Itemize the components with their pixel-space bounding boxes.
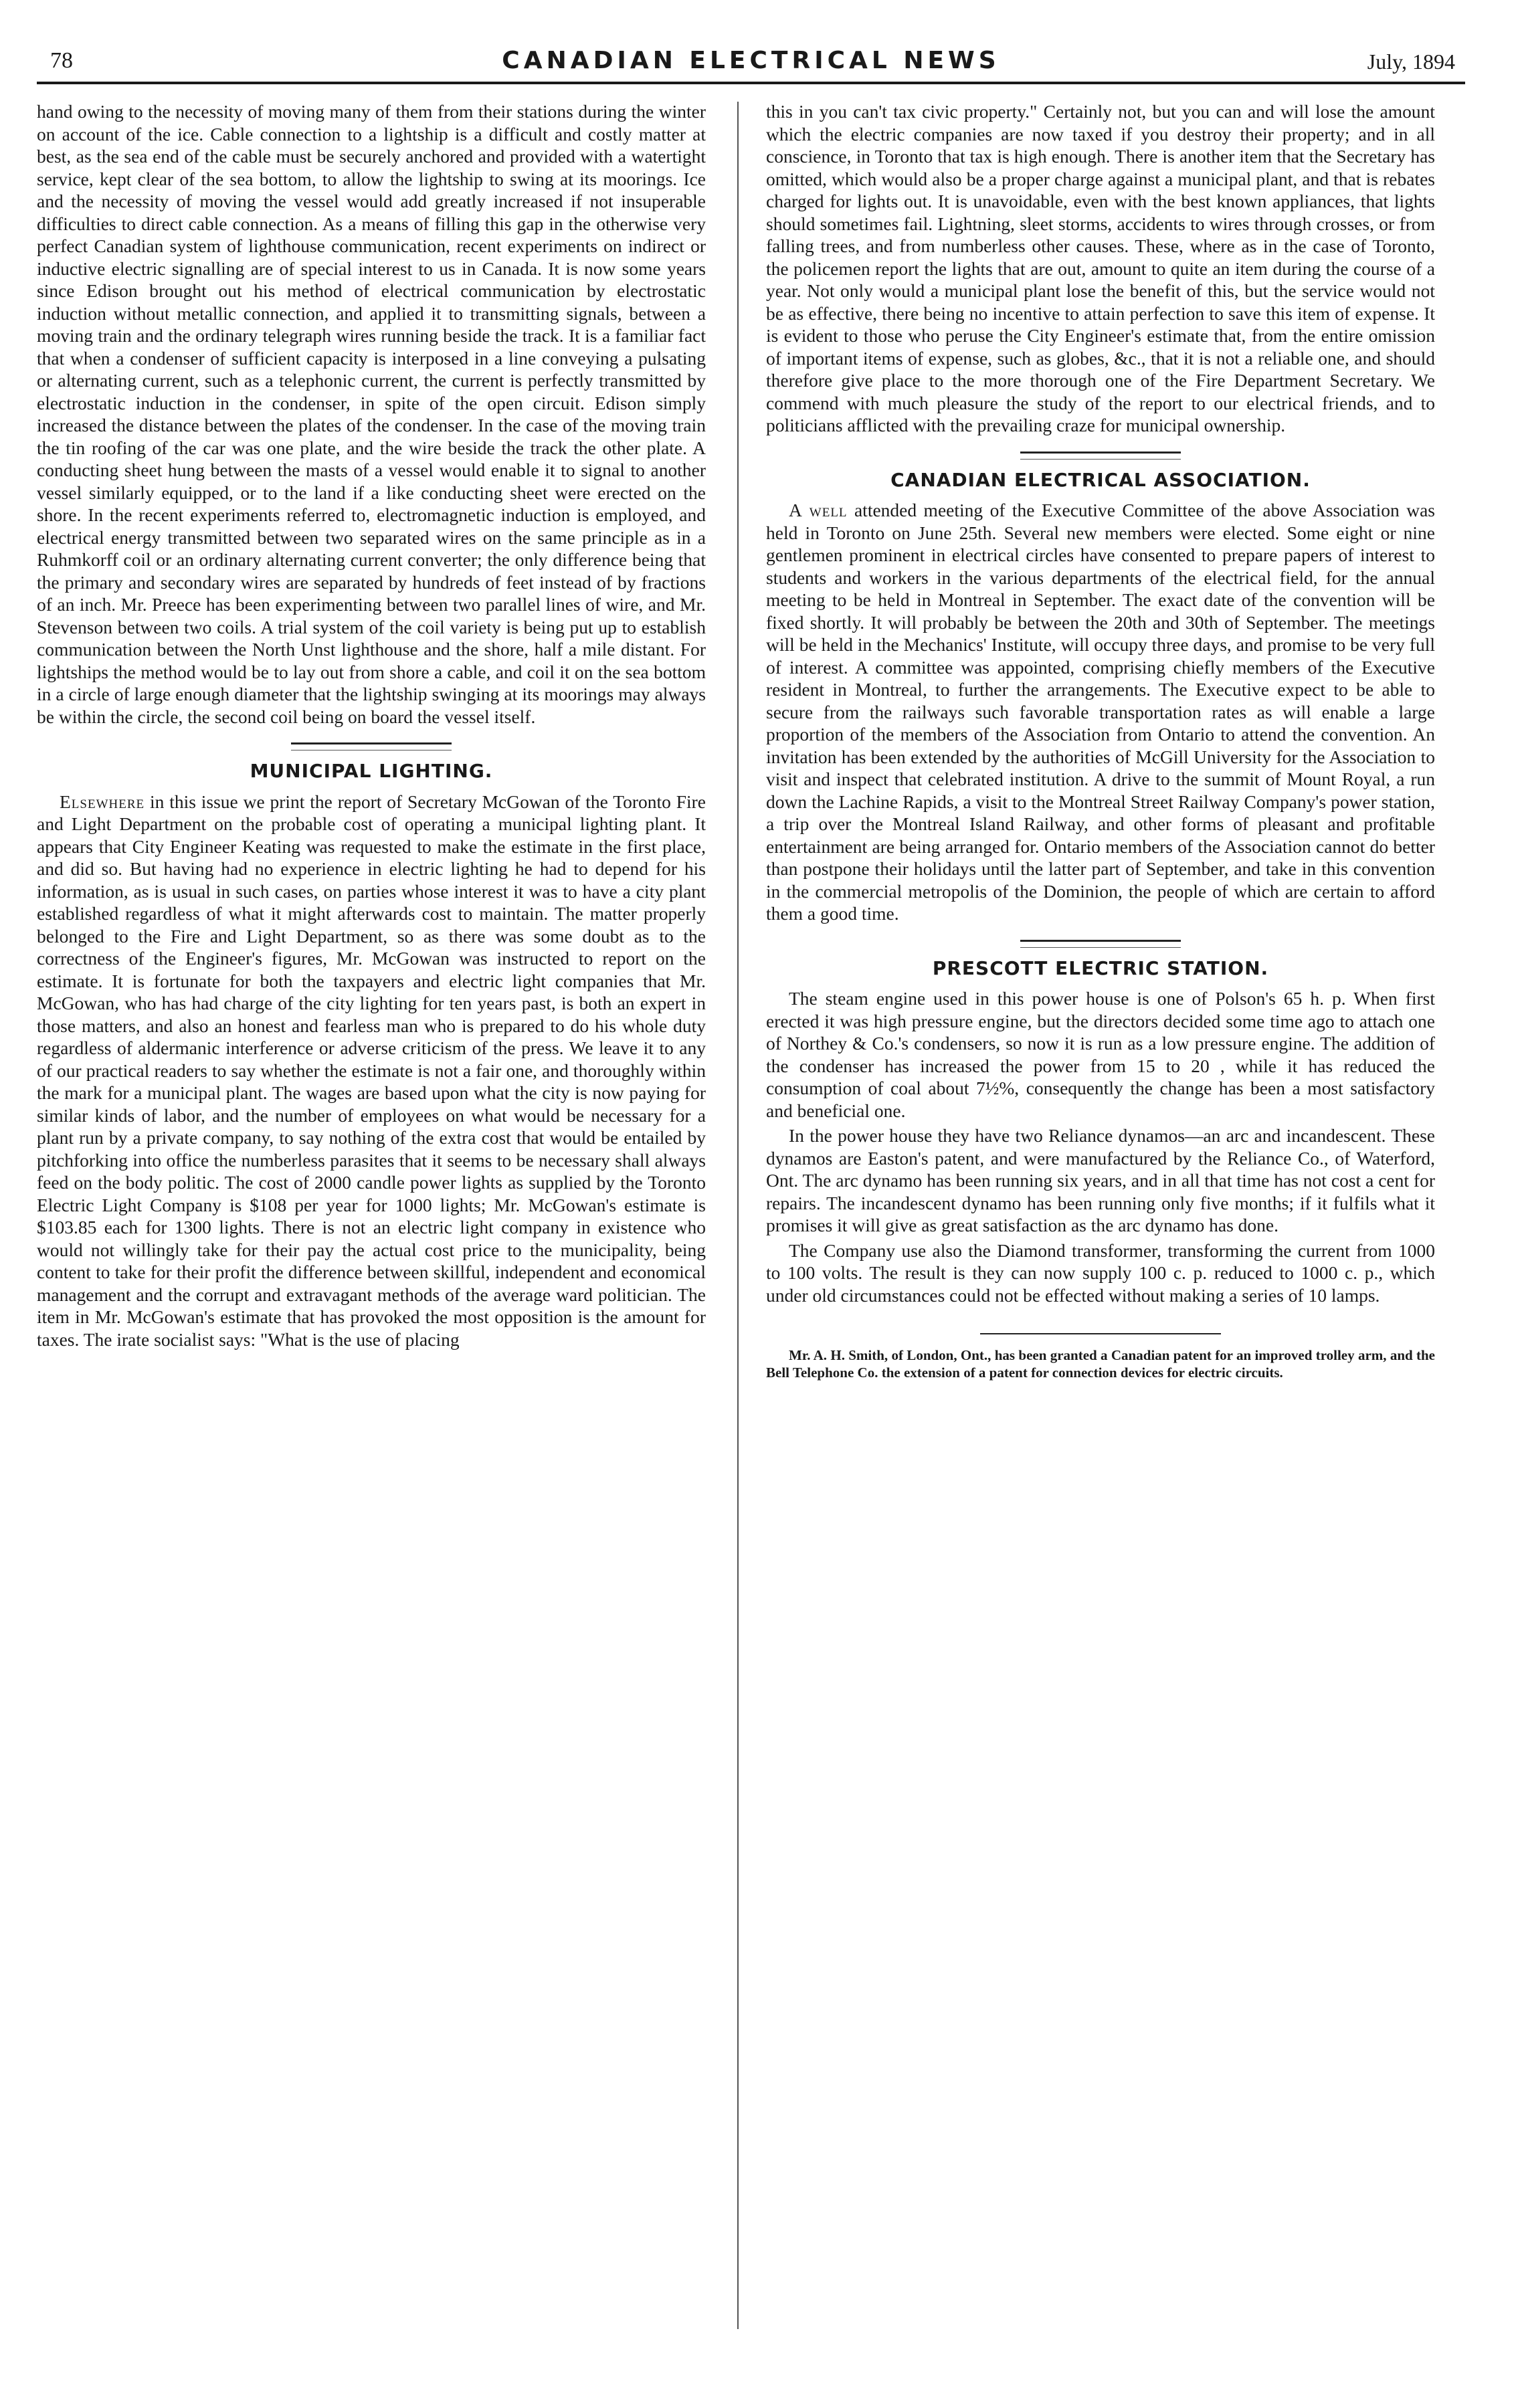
association-heading: CANADIAN ELECTRICAL ASSOCIATION.	[890, 468, 1311, 491]
prescott-heading: PRESCOTT ELECTRIC STATION.	[932, 957, 1269, 979]
municipal-lighting-text: in this issue we print the report of Secretary McGowan of the Toronto Fire and Light Department on the probable cost of operating a municipal lighting plant. It appears that City Engineer Keating was requested to make the estimate in the first place, and did so. But having had no experience in electric lighting he had to depend for his information, as is usual in such cases, on parties whose interest it was to have a city plant established regardless of what it might afterwards cost to maintain. The matter properly belonged to the Fire and Light Department, so as there was some doubt as to the correctness of the Engineer's figures, Mr. McGowan was instructed to report on the estimate. It is fortunate for both the taxpayers and electric light companies that Mr. McGowan, who has had charge of the city lighting for ten years past, is both an expert in those matters, and also an honest and fearless man who is prepared to do his whole duty regardless of aldermanic interference or adverse criticism of the press. We leave it to any of our practical readers to say whether the estimate is not a fair one, and thoroughly within the mark for a municipal plant. The wages are based upon what the city is now paying for similar kinds of labor, and the number of employees on what would be necessary for a plant run by a private company, to say nothing of the extra cost that would be entailed by pitchforking into office the numberless parasites that it seems to be necessary shall always feed on the body politic. The cost of 2000 candle power lights as supplied by the Toronto Electric Light Company is $108 per year for 1000 lights; Mr. McGowan's estimate is $103.85 each for 1300 lights. There is not an electric light company in existence who would not willingly take for their pay the actual cost price to the municipality, being content to take for their profit the difference between skillful, independent and economical management and the corrupt and extravagant methods of the average ward politician. The item in Mr. McGowan's estimate that has provoked the most opposition is the amount for taxes. The irate socialist says: "What is the use of placing	[37, 791, 706, 1350]
section-divider	[291, 742, 452, 750]
page-header	[37, 47, 1465, 84]
newspaper-page	[37, 47, 1465, 2361]
section-divider	[1020, 452, 1181, 460]
right-column	[766, 100, 1435, 1384]
column-divider	[737, 102, 739, 2329]
municipal-lead-word: Elsewhere	[60, 791, 145, 812]
footnote-divider	[980, 1333, 1221, 1334]
association-body	[766, 499, 1435, 925]
issue-date: July, 1894	[1367, 49, 1455, 74]
left-column	[37, 100, 706, 1353]
section-divider	[1020, 940, 1181, 948]
prescott-paragraph: The Company use also the Diamond transformer, transforming the current from 1000 to 100 volts. The result is they can now supply 100 c. p. reduced to 1000 c. p., which under old circumstances could not be effected without making a series of 10 lamps.	[766, 1239, 1435, 1306]
association-text: attended meeting of the Executive Committee of the above Association was held in Toronto on June 25th. Several new members were elected. Some eight or nine gentlemen prominent in electrical circles have consented to prepare papers of interest to students and workers in the various departments of the electrical field, for the annual meeting to be held in Montreal in September. The exact date of the convention will be fixed shortly. It will probably be between the 20th and 30th of September. The meetings will be held in the Mechanics' Institute, will occupy three days, and promise to be very full of interest. A committee was appointed, comprising chiefly members of the Executive resident in Montreal, to further the arrangements. The Executive expect to be able to secure from the railways such favorable transportation rates as will enable a large proportion of the members of the Association from Ontario to attend the convention. An invitation has been extended by the authorities of McGill University for the Association to visit and inspect that celebrated institution. A drive to the summit of Mount Royal, a run down the Lachine Rapids, a visit to the Montreal Street Railway Company's power station, a trip over the Montreal Island Railway, and other forms of pleasant and profitable entertainment are being arranged for. Ontario members of the Association cannot do better than postpone their holidays until the latter part of September, and take in this convention in the commercial metropolis of the Dominion, the people of which are certain to afford them a good time.	[766, 500, 1435, 924]
municipal-lighting-heading: MUNICIPAL LIGHTING.	[250, 760, 493, 782]
prescott-paragraph: In the power house they have two Reliance dynamos—an arc and incandescent. These dynamos are Easton's patent, and were manufactured by the Reliance Co., of Waterford, Ont. The arc dynamo has been running six years, and in all that time has not cost a cent for repairs. The incandescent dynamo has been running only five months; if it fulfils what it promises it will give as great satisfaction as the arc dynamo has done.	[766, 1125, 1435, 1235]
patent-footnote: Mr. A. H. Smith, of London, Ont., has been granted a Canadian patent for an improved trolley arm, and the Bell Telephone Co. the extension of a patent for connection devices for electric circuits.	[766, 1347, 1435, 1381]
municipal-article-continuation: this in you can't tax civic property." Certainly not, but you can and will lose the amount which the electric companies are now taxed if you destroy their property; and in all conscience, in Toronto that tax is high enough. There is another item that the Secretary has omitted, which would also be a proper charge against a municipal plant, and that is rebates charged for lights out. It is unavoidable, even with the best known appliances, that lights should sometimes fail. Lightning, sleet storms, accidents to wires through crosses, or from falling trees, and from numberless other causes. These, where as in the case of Toronto, the policemen report the lights that are out, amount to quite an item during the course of a year. Not only would a municipal plant lose the benefit of this, but the service would not be as effective, there being no incentive to attain perfection to save this item of expense. It is evident to those who peruse the City Engineer's estimate that, from the entire omission of important items of expense, such as globes, &c., that it is not a reliable one, and should therefore give place to the more thorough one of the Fire Department Secretary. We commend with much pleasure the study of the report to our electrical friends, and to politicians afflicted with the prevailing craze for municipal ownership.	[766, 101, 1435, 435]
prescott-paragraph: The steam engine used in this power house is one of Polson's 65 h. p. When first erected it was high pressure engine, but the directors decided some time ago to attach one of Northey & Co.'s condensers, so now it is run as a low pressure engine. The addition of the condenser has increased the power from 15 to 20 , while it has reduced the consumption of coal about 7½%, consequently the change has been a most satisfactory and beneficial one.	[766, 988, 1435, 1121]
masthead-title: CANADIAN ELECTRICAL NEWS	[502, 47, 1000, 74]
association-lead-word: A well	[789, 500, 848, 520]
page-number: 78	[50, 48, 73, 73]
municipal-lighting-body	[37, 791, 706, 1351]
lightship-article-continuation: hand owing to the necessity of moving many of them from their stations during the winter on account of the ice. Cable connection to a lightship is a difficult and costly matter at best, as the sea end of the cable must be securely anchored and provided with a watertight service, kept clear of the sea bottom, to allow the lightship to swing at its moorings. Ice and the necessity of moving the vessel would add greatly increased if not insuperable difficulties to direct cable connection. As a means of filling this gap in the otherwise very perfect Canadian system of lighthouse communication, recent experiments on indirect or inductive electric signalling are of special interest to us in Canada. It is now some years since Edison brought out his method of electrical communication by electrostatic induction without metallic connection, and applied it to transmitting signals, between a moving train and the ordinary telegraph wires running beside the track. It is a familiar fact that when a condenser of sufficient capacity is interposed in a line conveying a pulsating or alternating current, such as a telephonic current, the current is perfectly transmitted by electrostatic induction in the condenser, in spite of the open circuit. Edison simply increased the distance between the plates of the condenser. In the case of the moving train the tin roofing of the car was one plate, and the wire beside the track the other plate. A conducting sheet hung between the masts of a vessel would enable it to signal to another vessel similarly equipped, or to the land if a like conducting sheet were erected on the shore. In the recent experiments referred to, electromagnetic induction is employed, and electrical energy transmitted between two separated wires on the same principle as in a Ruhmkorff coil or an ordinary alternating current converter; the only difference being that the primary and secondary wires are separated by hundreds of feet instead of by fractions of an inch. Mr. Preece has been experimenting between two parallel lines of wire, and Mr. Stevenson between two coils. A trial system of the coil variety is being put up to establish communication between the North Unst lighthouse and the shore, half a mile distant. For lightships the method would be to lay out from shore a cable, and coil it on the sea bottom in a circle of large enough diameter that the lightship swinging at its moorings may always be within the circle, the second coil being on board the vessel itself.	[37, 101, 706, 727]
